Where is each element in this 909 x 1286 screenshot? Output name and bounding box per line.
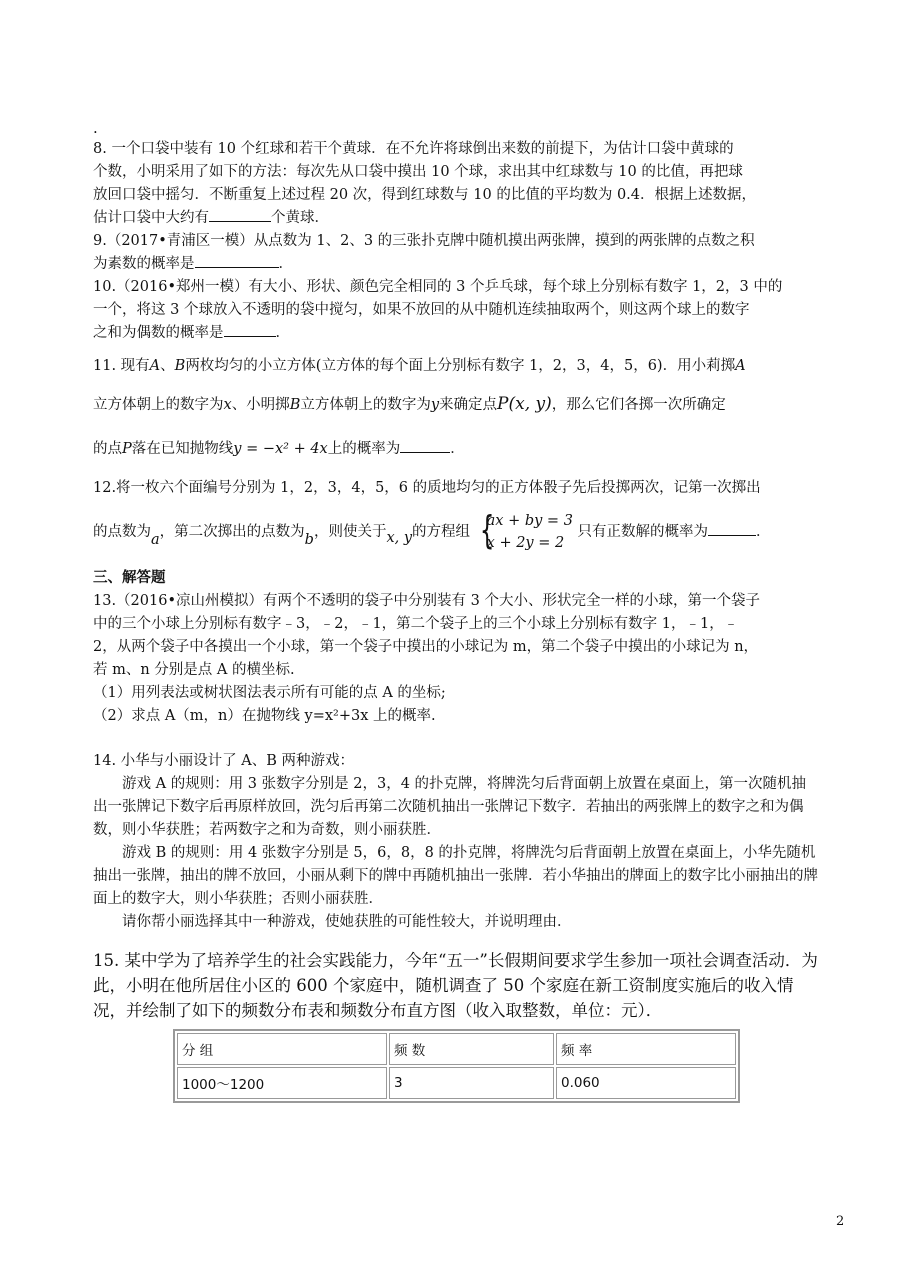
q8-line: 8. 一个口袋中装有 10 个红球和若干个黄球．在不允许将球倒出来数的前提下，为估计口袋中黄球的 <box>93 141 734 157</box>
question-14: 14. 小华与小丽设计了 A、B 两种游戏： 游戏 A 的规则：用 3 张数字分别是 2，3，4 的扑克牌，将牌洗匀后背面朝上放置在桌面上，第一次随机抽出一张牌记下数字后再原样放回，洗匀后再第二次随机抽出一张牌记下数字．若抽出的两张牌上的数字之和为偶数，则小华获胜；若两数字之和为奇数，则小丽获胜． 游戏 B 的规则：用 4 张数字分别是 5，6，8，8 的扑克牌，将牌洗匀后背面朝上放置在桌面上，小华先随机抽出一张牌，抽出的牌不放回，小丽从剩下的牌中再随机抽出一张牌．若小华抽出的牌面上的数字比小丽抽出的牌面上的数字大，则小华获胜；否则小丽获胜． 请你帮小丽选择其中一种游戏，使她获胜的可能性较大，并说明理由． <box>93 750 818 934</box>
q9-line: 为素数的概率是 ． <box>93 253 818 276</box>
equation-system: { ax + by = 3 x + 2y = 2 <box>479 508 573 552</box>
rule-a: 游戏 A 的规则：用 3 张数字分别是 2，3，4 的扑克牌，将牌洗匀后背面朝上放置在桌面上，第一次随机抽出一张牌记下数字后再原样放回，洗匀后再第二次随机抽出一张牌记下数字．若抽出的两张牌上的数字之和为偶数，则小华获胜；若两数字之和为奇数，则小丽获胜． <box>93 776 807 838</box>
table-header-row: 分 组 频 数 频 率 <box>177 1033 736 1065</box>
previous-answer-blank: . <box>93 119 98 137</box>
question-12: 12.将一枚六个面编号分别为 1，2，3，4，5，6 的质地均匀的正方体骰子先后投掷两次，记第一次掷出 的点数为a，第二次掷出的点数为b，则使关于x, y的方程组 { ax + by = 3 x + 2y = 2 只有正数解的概率为 ． <box>93 480 771 552</box>
q8-line: 放回口袋中摇匀．不断重复上述过程 20 次，得到红球数与 10 的比值的平均数为 0.4．根据上述数据， <box>93 187 757 203</box>
brace-icon: { <box>479 508 495 552</box>
question-10 <box>93 276 818 345</box>
question-13: 13.（2016•凉山州模拟）有两个不透明的袋子中分别装有 3 个大小、形状完全一样的小球，第一个袋子 中的三个小球上分别标有数字﹣3，﹣2，﹣1，第二个袋子上的三个小球上分别标有数字 1，﹣1，﹣ 2，从两个袋子中各摸出一个小球，第一个袋子中摸出的小球记为 m，第二个袋子中摸出的小球记为 n， 若 m、n 分别是点 A 的横坐标. （1）用列表法或树状图法表示所有可能的点 A 的坐标; （2）求点 A（m，n）在抛物线 y=x²+3x 上的概率. <box>93 593 760 724</box>
question-15: 15. 某中学为了培养学生的社会实践能力，今年“五一”长假期间要求学生参加一项社会调查活动．为此，小明在他所居住小区的 600 个家庭中，随机调查了 50 个家庭在新工资制度实施后的收入情况，并绘制了如下的频数分布表和频数分布直方图（收入取整数，单位：元）． <box>93 951 818 1020</box>
answer-blank <box>195 253 279 268</box>
question-11: 11. 现有A、B两枚均匀的小立方体(立方体的每个面上分别标有数字 1，2，3，4，5，6)．用小莉掷A 立方体朝上的数字为x、小明掷B立方体朝上的数字为y来确定点P(x, y)，那么它们各掷一次所确定 的点P落在已知抛物线y = −x² + 4x上的概率为 ． <box>93 358 746 457</box>
q10-line: 10.（2016•郑州一模）有大小、形状、颜色完全相同的 3 个乒乓球，每个球上分别标有数字 1，2，3 中的 <box>93 279 783 295</box>
q10-line: 一个，将这 3 个球放入不透明的袋中搅匀，如果不放回的从中随机连续抽取两个，则这两个球上的数字 <box>93 302 750 318</box>
question-8 <box>93 138 818 230</box>
frequency-table <box>173 1029 740 1103</box>
rule-b: 游戏 B 的规则：用 4 张数字分别是 5，6，8，8 的扑克牌，将牌洗匀后背面朝上放置在桌面上，小华先随机抽出一张牌，抽出的牌不放回，小丽从剩下的牌中再随机抽出一张牌．若小华抽出的牌面上的数字比小丽抽出的牌面上的数字大，则小华获胜；否则小丽获胜． <box>93 845 818 907</box>
table-row: 1000～1200 3 0.060 <box>177 1067 736 1099</box>
question-prompt: 请你帮小丽选择其中一种游戏，使她获胜的可能性较大，并说明理由． <box>122 914 572 930</box>
q8-line: 个数，小明采用了如下的方法：每次先从口袋中摸出 10 个球，求出其中红球数与 10 的比值，再把球 <box>93 164 743 180</box>
page-number: 2 <box>836 1214 845 1229</box>
q9-line: 9.（2017•青浦区一模）从点数为 1、2、3 的三张扑克牌中随机摸出两张牌，摸到的两张牌的点数之积 <box>93 233 755 249</box>
answer-blank <box>224 322 276 337</box>
answer-blank <box>400 438 450 453</box>
question-9 <box>93 230 818 276</box>
q10-line: 之和为偶数的概率是 ． <box>93 322 818 345</box>
parabola-formula: y = −x² + 4x <box>233 441 328 457</box>
document-page <box>93 118 818 1103</box>
section-heading: 三、解答题 <box>93 570 166 586</box>
answer-blank <box>209 207 271 222</box>
q8-line: 估计口袋中大约有 个黄球． <box>93 207 818 230</box>
point-formula: P(x, y) <box>497 394 552 414</box>
answer-blank <box>708 521 756 536</box>
